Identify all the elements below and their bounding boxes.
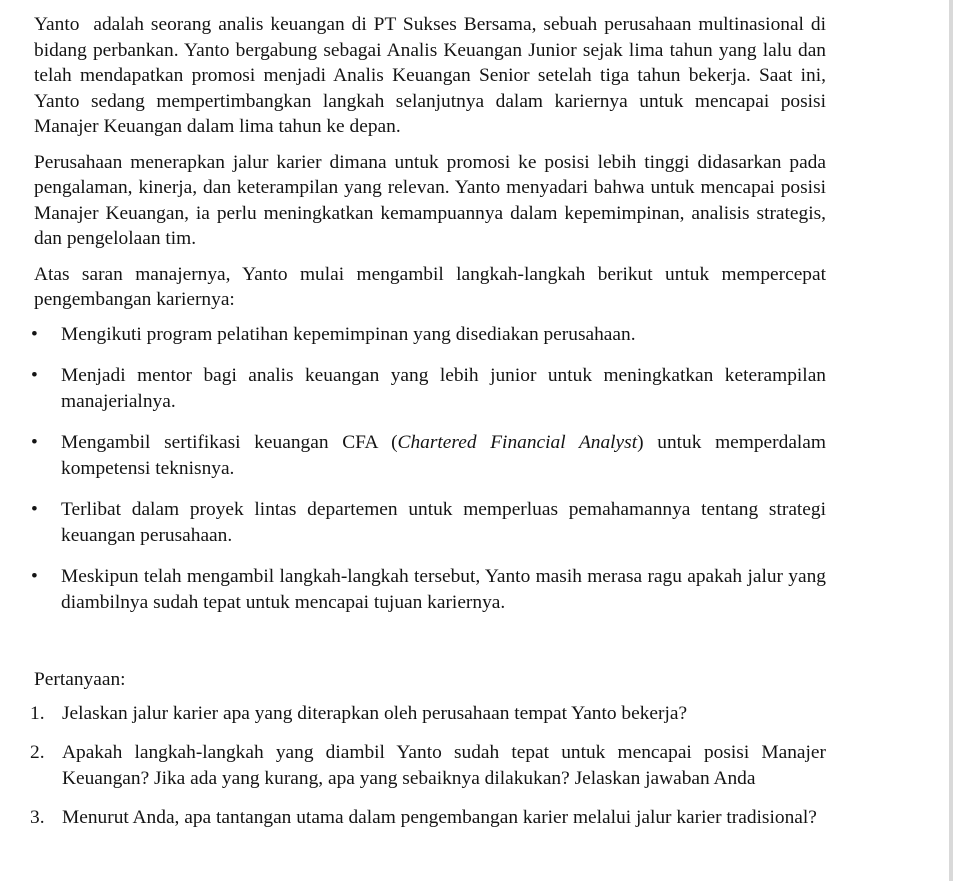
bullet-icon: •: [31, 566, 38, 587]
bullet-icon: •: [31, 432, 38, 453]
questions-list: [30, 701, 826, 831]
list-item: [31, 322, 826, 348]
steps-list: [31, 322, 826, 616]
steps-intro-paragraph: Atas saran manajernya, Yanto mulai mengambil langkah-langkah berikut untuk mempercepat pengembangan kariernya:: [34, 263, 826, 310]
bullet-icon: •: [31, 365, 38, 386]
list-item: [31, 363, 826, 414]
cfa-full-name: Chartered Financial Analyst: [397, 432, 638, 453]
list-item-text: Menjadi mentor bagi analis keuangan yang lebih junior untuk meningkatkan keterampilan manajerialnya.: [61, 365, 826, 412]
question-number: 3.: [30, 807, 45, 828]
list-item: [31, 497, 826, 548]
list-item-text: [61, 430, 826, 481]
intro-paragraph: Yanto adalah seorang analis keuangan di PT Sukses Bersama, sebuah perusahaan multinasional di bidang perbankan. Yanto bergabung sebagai Analis Keuangan Junior sejak lima tahun yang lalu dan telah mendapatkan promosi menjadi Analis Keuangan Senior setelah tiga tahun bekerja. Saat ini, Yanto sedang mempertimbangkan langkah selanjutnya dalam kariernya untuk mencapai posisi Manajer Keuangan dalam lima tahun ke depan.: [34, 14, 831, 137]
document-page: [30, 12, 831, 831]
question-number: 2.: [30, 742, 45, 763]
question-item: [30, 740, 826, 791]
cfa-text-after: ) untuk memperdalam kompetensi teknisnya.: [61, 432, 826, 479]
question-number: 1.: [30, 702, 45, 724]
bullet-icon: •: [31, 499, 38, 520]
question-text: Apakah langkah-langkah yang diambil Yanto sudah tepat untuk mencapai posisi Manajer Keuangan? Jika ada yang kurang, apa yang sebaiknya dilakukan? Jelaskan jawaban Anda: [62, 742, 826, 789]
page-edge-divider: [949, 0, 953, 881]
list-item-text: Mengikuti program pelatihan kepemimpinan yang disediakan perusahaan.: [61, 323, 636, 345]
cfa-text-before: Mengambil sertifikasi keuangan CFA (: [61, 432, 398, 453]
list-item: [31, 564, 826, 615]
list-item-text: Meskipun telah mengambil langkah-langkah tersebut, Yanto masih merasa ragu apakah jalur yang diambilnya sudah tepat untuk mencapai tujuan kariernya.: [61, 566, 826, 613]
question-text: Menurut Anda, apa tantangan utama dalam pengembangan karier melalui jalur karier tradisional?: [62, 807, 817, 828]
career-path-paragraph: Perusahaan menerapkan jalur karier dimana untuk promosi ke posisi lebih tinggi didasarkan pada pengalaman, kinerja, dan keterampilan yang relevan. Yanto menyadari bahwa untuk mencapai posisi Manajer Keuangan, ia perlu meningkatkan kemampuannya dalam kepemimpinan, analisis strategis, dan pengelolaan tim.: [34, 151, 826, 249]
question-item: [30, 805, 826, 831]
list-item-text: Terlibat dalam proyek lintas departemen untuk memperluas pemahamannya tentang strategi keuangan perusahaan.: [61, 499, 826, 546]
bullet-icon: •: [31, 323, 38, 345]
questions-heading: Pertanyaan:: [34, 669, 126, 690]
question-item: [30, 701, 826, 727]
list-item: [31, 430, 826, 481]
question-text: Jelaskan jalur karier apa yang diterapkan oleh perusahaan tempat Yanto bekerja?: [62, 702, 688, 724]
